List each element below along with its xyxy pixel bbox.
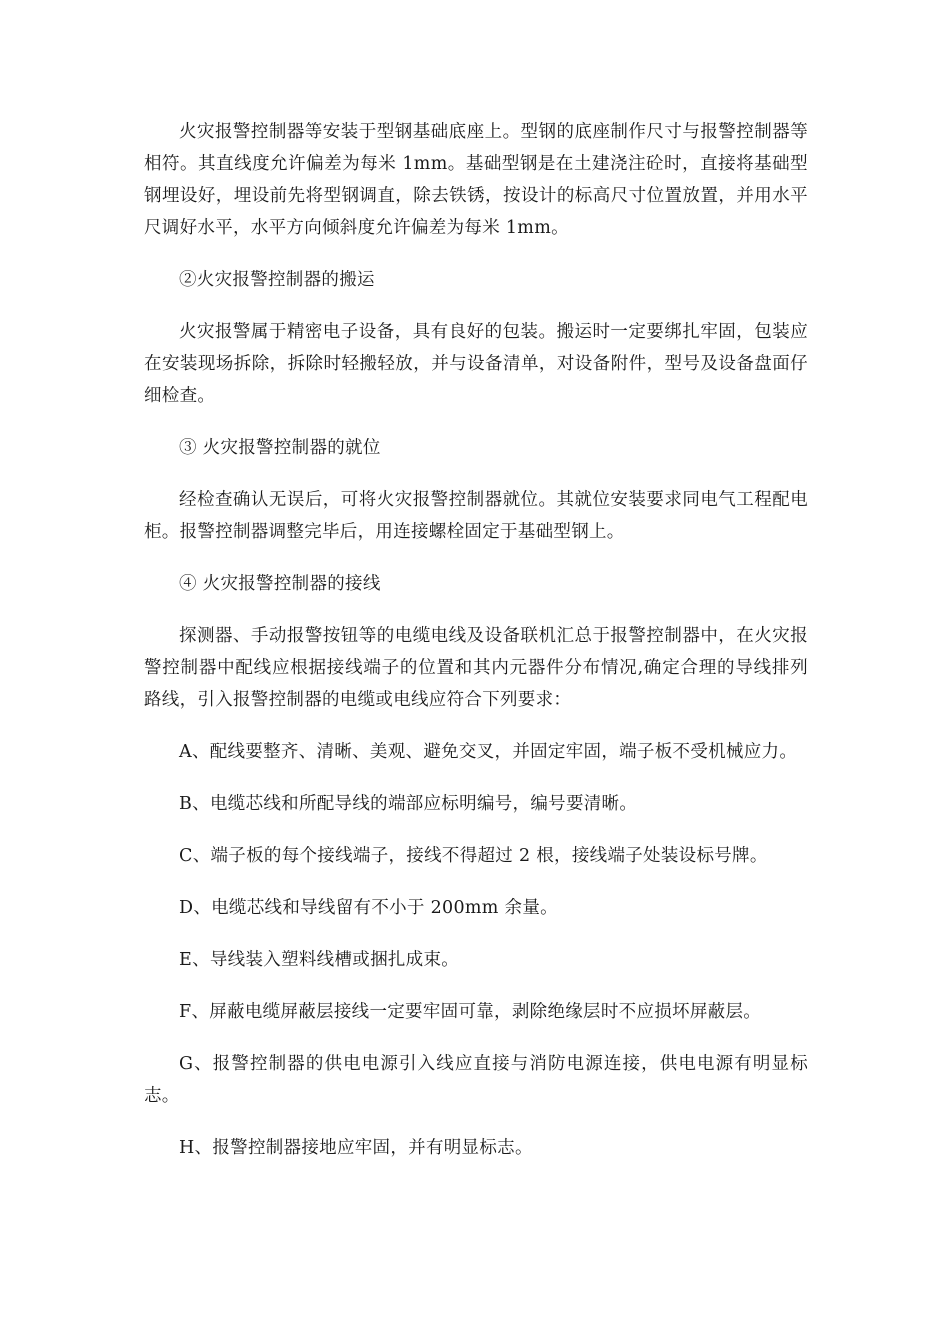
requirement-item-c: C、端子板的每个接线端子，接线不得超过 2 根，接线端子处装设标号牌。 bbox=[179, 846, 768, 866]
paragraph-positioning: 经检查确认无误后，可将火灾报警控制器就位。其就位安装要求同电气工程配电柜。报警控制器调整完毕后，用连接螺栓固定于基础型钢上。 bbox=[144, 490, 808, 542]
document-page bbox=[144, 116, 808, 1184]
requirement-item-b: B、电缆芯线和所配导线的端部应标明编号，编号要清晰。 bbox=[179, 794, 638, 814]
requirement-item-f: F、屏蔽电缆屏蔽层接线一定要牢固可靠，剥除绝缘层时不应损坏屏蔽层。 bbox=[179, 1002, 762, 1022]
paragraph-wiring: 探测器、手动报警按钮等的电缆电线及设备联机汇总于报警控制器中，在火灾报警控制器中配线应根据接线端子的位置和其内元器件分布情况,确定合理的导线排列路线，引入报警控制器的电缆或电线应符合下列要求： bbox=[144, 626, 808, 710]
heading-controller-wiring: ④ 火灾报警控制器的接线 bbox=[179, 574, 381, 594]
requirement-item-a: A、配线要整齐、清晰、美观、避免交叉，并固定牢固，端子板不受机械应力。 bbox=[179, 742, 798, 762]
paragraph-foundation-installation: 火灾报警控制器等安装于型钢基础底座上。型钢的底座制作尺寸与报警控制器等相符。其直线度允许偏差为每米 1mm。基础型钢是在土建浇注砼时，直接将基础型钢埋设好，埋设前先将型钢调直，除去铁锈，按设计的标高尺寸位置放置，并用水平尺调好水平，水平方向倾斜度允许偏差为每米 1mm。 bbox=[144, 122, 808, 238]
requirement-item-e: E、导线装入塑料线槽或捆扎成束。 bbox=[179, 950, 460, 970]
requirement-item-g: G、报警控制器的供电电源引入线应直接与消防电源连接，供电电源有明显标志。 bbox=[144, 1054, 808, 1106]
paragraph-transport: 火灾报警属于精密电子设备，具有良好的包装。搬运时一定要绑扎牢固，包装应在安装现场拆除，拆除时轻搬轻放，并与设备清单，对设备附件，型号及设备盘面仔细检查。 bbox=[144, 322, 808, 406]
requirement-item-h: H、报警控制器接地应牢固，并有明显标志。 bbox=[179, 1138, 533, 1158]
heading-controller-transport: ②火灾报警控制器的搬运 bbox=[179, 270, 375, 290]
heading-controller-positioning: ③ 火灾报警控制器的就位 bbox=[179, 438, 381, 458]
requirement-item-d: D、电缆芯线和导线留有不小于 200mm 余量。 bbox=[179, 898, 558, 918]
